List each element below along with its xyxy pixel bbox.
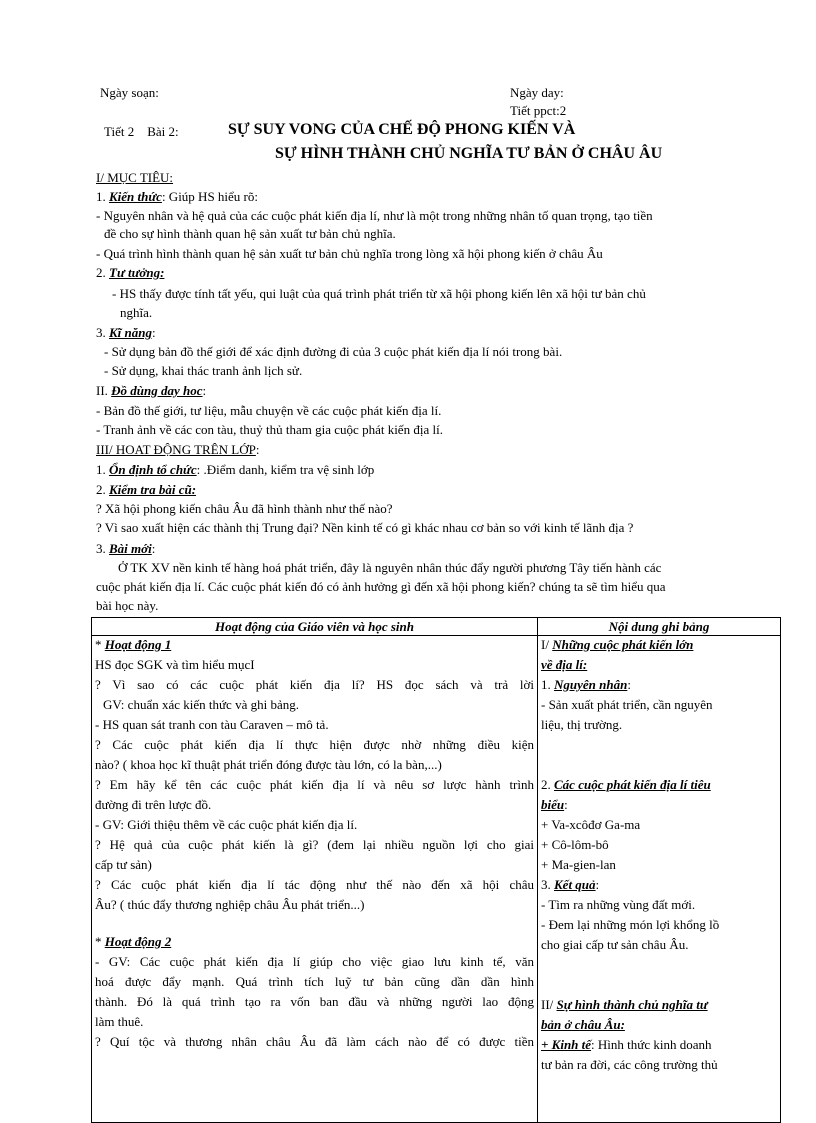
left-line-12: ? Các cuộc phát kiến địa lí tác động như thế nào đến xã hội châu (95, 877, 534, 892)
kien-thuc-text: : Giúp HS hiểu rõ: (161, 189, 258, 204)
intro-line-3: bài học này. (96, 598, 159, 613)
cac-cuoc-colon: : (564, 797, 568, 812)
cac-cuoc-num: 2. (541, 777, 554, 792)
hoat-dong-heading-text: III/ HOAT ĐỘNG TRÊN LỚP (96, 442, 256, 457)
tiet-bai-label: Tiết 2 Bài 2: (104, 124, 179, 139)
on-dinh-text: : .Điểm danh, kiểm tra vệ sinh lớp (196, 462, 375, 477)
section-2-label-b: bản ở châu Âu: (541, 1017, 625, 1032)
left-line-3: GV: chuẩn xác kiến thức và ghi bảng. (103, 697, 299, 712)
kien-thuc-label: Kiến thức (109, 189, 162, 204)
ngay-soan-label: Ngày soạn: (100, 85, 159, 100)
left-line-14: - GV: Các cuộc phát kiến địa lí giúp cho việc giao lưu kinh tế, văn (95, 954, 534, 969)
ngay-day-label: Ngày day: (510, 85, 564, 100)
intro-line-2: cuộc phát kiến địa lí. Các cuộc phát kiến đó có ảnh hưởng gì đến xã hội phong kiến? chúng ta sẽ tìm hiểu qua (96, 579, 666, 594)
tu-tuong-label: Tư tưởng: (109, 265, 165, 280)
hoat-dong-2-star: * (95, 934, 105, 949)
kiem-tra-row (96, 481, 196, 498)
left-line-2: ? Vì sao có các cuộc phát kiến địa lí? HS đọc sách và trả lời (95, 677, 534, 692)
do-dung-label: Đồ dùng day hoc (111, 383, 203, 398)
left-line-6: nào? ( khoa học kĩ thuật phát triển đóng được tàu lớn, có la bàn,...) (95, 757, 442, 772)
bai-moi-colon: : (151, 541, 156, 556)
tu-tuong-num: 2. (96, 265, 106, 280)
left-line-4: - HS quan sát tranh con tàu Caraven – mô tả. (95, 717, 329, 732)
section-2-heading-b (541, 1016, 777, 1033)
kiem-tra-question-2: ? Vì sao xuất hiện các thành thị Trung đại? Nền kinh tế có gì khác nhau cơ bản so với kinh tế lãnh địa ? (96, 520, 634, 535)
ket-qua-label: Kết quả (554, 877, 596, 892)
section-1-heading-b (541, 656, 777, 673)
do-dung-colon: : (202, 383, 207, 398)
ki-nang-num: 3. (96, 325, 106, 340)
kien-thuc-row (96, 188, 258, 205)
nguyen-nhan-label: Nguyên nhân (554, 677, 628, 692)
left-line-10: ? Hệ quả của cuộc phát kiến là gì? (đem lại nhiều nguồn lợi cho giai (95, 837, 534, 852)
do-dung-heading (96, 382, 206, 399)
kien-thuc-line-3: - Quá trình hình thành quan hệ sản xuất tư bản chủ nghĩa trong lòng xã hội phong kiến ở châu Âu (96, 246, 603, 261)
hoat-dong-1-heading (95, 636, 534, 653)
bai-moi-num: 3. (96, 541, 106, 556)
right-line-2: liệu, thị trường. (541, 717, 623, 732)
section-2-label-a: Sự hình thành chủ nghĩa tư (556, 997, 708, 1012)
on-dinh-num: 1. (96, 462, 106, 477)
board-content-cell (538, 636, 781, 1123)
left-line-5: ? Các cuộc phát kiến địa lí thực hiện được nhờ những điều kiện (95, 737, 534, 752)
do-dung-line-1: - Bản đồ thế giới, tư liệu, mẫu chuyện về các cuộc phát kiến địa lí. (96, 403, 442, 418)
cac-cuoc-heading-a (541, 776, 777, 793)
section-1-label-a: Những cuộc phát kiến lớn (552, 637, 694, 652)
do-dung-num: II. (96, 383, 108, 398)
left-line-7: ? Em hãy kể tên các cuộc phát kiến địa lí và nêu sơ lược hành trình (95, 777, 534, 792)
right-line-3: + Va-xcôđơ Ga-ma (541, 817, 641, 832)
table-header-row (92, 618, 781, 636)
kinh-te-label: + Kinh tế (541, 1037, 592, 1052)
hoat-dong-colon: : (255, 442, 260, 457)
right-line-5: + Ma-gien-lan (541, 857, 616, 872)
activity-table (91, 617, 781, 1123)
teacher-student-activities-cell (92, 636, 538, 1123)
section-2-num: II/ (541, 997, 557, 1012)
hoat-dong-1-label: Hoạt động 1 (104, 637, 172, 652)
ki-nang-label: Kĩ năng (109, 325, 152, 340)
left-line-16: thành. Đó là quá trình tạo ra vốn ban đầu và những người lao động (95, 994, 534, 1009)
hoat-dong-heading (96, 441, 259, 458)
cac-cuoc-label-b: biểu (541, 797, 565, 812)
ket-qua-num: 3. (541, 877, 554, 892)
section-2-heading-a (541, 996, 777, 1013)
muc-tieu-heading (96, 169, 173, 186)
cac-cuoc-label-a: Các cuộc phát kiến địa lí tiêu (554, 777, 711, 792)
kien-thuc-line-2: đề cho sự hình thành quan hệ sản xuất tư bản chủ nghĩa. (104, 226, 396, 241)
ki-nang-colon: : (152, 325, 156, 340)
table-header-left: Hoạt động của Giáo viên và học sinh (92, 618, 538, 636)
left-line-13: Âu? ( thúc đẩy thương nghiệp châu Âu phát triển...) (95, 897, 365, 912)
table-header-right: Nội dung ghi bảng (538, 618, 781, 636)
hoat-dong-2-label: Hoạt động 2 (104, 934, 172, 949)
kiem-tra-label: Kiểm tra bài cũ: (109, 482, 197, 497)
title-line-2: SỰ HÌNH THÀNH CHỦ NGHĨA TƯ BẢN Ở CHÂU ÂU (275, 145, 663, 162)
nguyen-nhan-colon: : (627, 677, 631, 692)
hoat-dong-1-star: * (95, 637, 105, 652)
on-dinh-row (96, 461, 374, 478)
left-line-18: ? Quí tộc và thương nhân châu Âu đã làm cách nào để có được tiền (95, 1034, 534, 1049)
left-line-15: hoá được đẩy mạnh. Quá trình tích luỹ tư bản cũng dần dần hình (95, 974, 534, 989)
right-line-1: - Sản xuất phát triển, cần nguyên (541, 697, 713, 712)
title-line-1: SỰ SUY VONG CỦA CHẾ ĐỘ PHONG KIẾN VÀ (228, 121, 576, 138)
intro-line-1: Ở TK XV nền kinh tế hàng hoá phát triển, đây là nguyên nhân thúc đẩy người phương Tây tiến hành các (118, 560, 662, 575)
kiem-tra-question-1: ? Xã hội phong kiến châu Âu đã hình thành như thế nào? (96, 501, 393, 516)
tu-tuong-row (96, 264, 164, 281)
nguyen-nhan-heading (541, 676, 777, 693)
on-dinh-label: Ổn định tổ chức (109, 462, 197, 477)
right-line-8: cho giai cấp tư sản châu Âu. (541, 937, 689, 952)
muc-tieu-heading-text: I/ MỤC TIÊU: (96, 170, 174, 185)
table-body-row (92, 636, 781, 1123)
tu-tuong-line-1: - HS thấy được tính tất yếu, qui luật của quá trình phát triển từ xã hội phong kiến lên xã hội tư bản chủ (112, 286, 646, 301)
kinh-te-text: : Hình thức kinh doanh (591, 1037, 712, 1052)
hoat-dong-2-heading (95, 933, 534, 950)
section-1-num: I/ (541, 637, 553, 652)
bai-moi-label: Bài mới (109, 541, 152, 556)
left-line-11: cấp tư sản) (95, 857, 152, 872)
cac-cuoc-heading-b (541, 796, 777, 813)
ket-qua-colon: : (595, 877, 600, 892)
kien-thuc-line-1: - Nguyên nhân và hệ quả của các cuộc phát kiến địa lí, như là một trong những nhân tố quan trọng, tạo tiền (96, 208, 653, 223)
nguyen-nhan-num: 1. (541, 677, 554, 692)
left-line-9: - GV: Giới thiệu thêm về các cuộc phát kiến địa lí. (95, 817, 358, 832)
ki-nang-row (96, 324, 156, 341)
ki-nang-line-2: - Sử dụng, khai thác tranh ảnh lịch sử. (104, 363, 303, 378)
left-line-17: làm thuê. (95, 1014, 144, 1029)
tu-tuong-line-2: nghĩa. (120, 305, 153, 320)
ket-qua-heading (541, 876, 777, 893)
right-line-4: + Cô-lôm-bô (541, 837, 609, 852)
kinh-te-row (541, 1036, 777, 1053)
right-line-6: - Tìm ra những vùng đất mới. (541, 897, 696, 912)
ki-nang-line-1: - Sử dụng bản đồ thế giới để xác định đường đi của 3 cuộc phát kiến địa lí nói trong bài. (104, 344, 563, 359)
do-dung-line-2: - Tranh ảnh về các con tàu, thuỷ thủ tham gia cuộc phát kiến địa lí. (96, 422, 443, 437)
bai-moi-row (96, 540, 155, 557)
left-line-8: đường đi trên lược đồ. (95, 797, 212, 812)
tiet-ppct-label: Tiết ppct:2 (510, 103, 567, 118)
left-line-1: HS đọc SGK và tìm hiểu mụcI (95, 657, 255, 672)
right-line-7: - Đem lại những món lợi khổng lồ (541, 917, 720, 932)
kien-thuc-num: 1. (96, 189, 106, 204)
section-1-label-b: về địa lí: (541, 657, 588, 672)
section-1-heading-a (541, 636, 777, 653)
kiem-tra-num: 2. (96, 482, 106, 497)
right-line-10: tư bản ra đời, các công trường thủ (541, 1057, 718, 1072)
